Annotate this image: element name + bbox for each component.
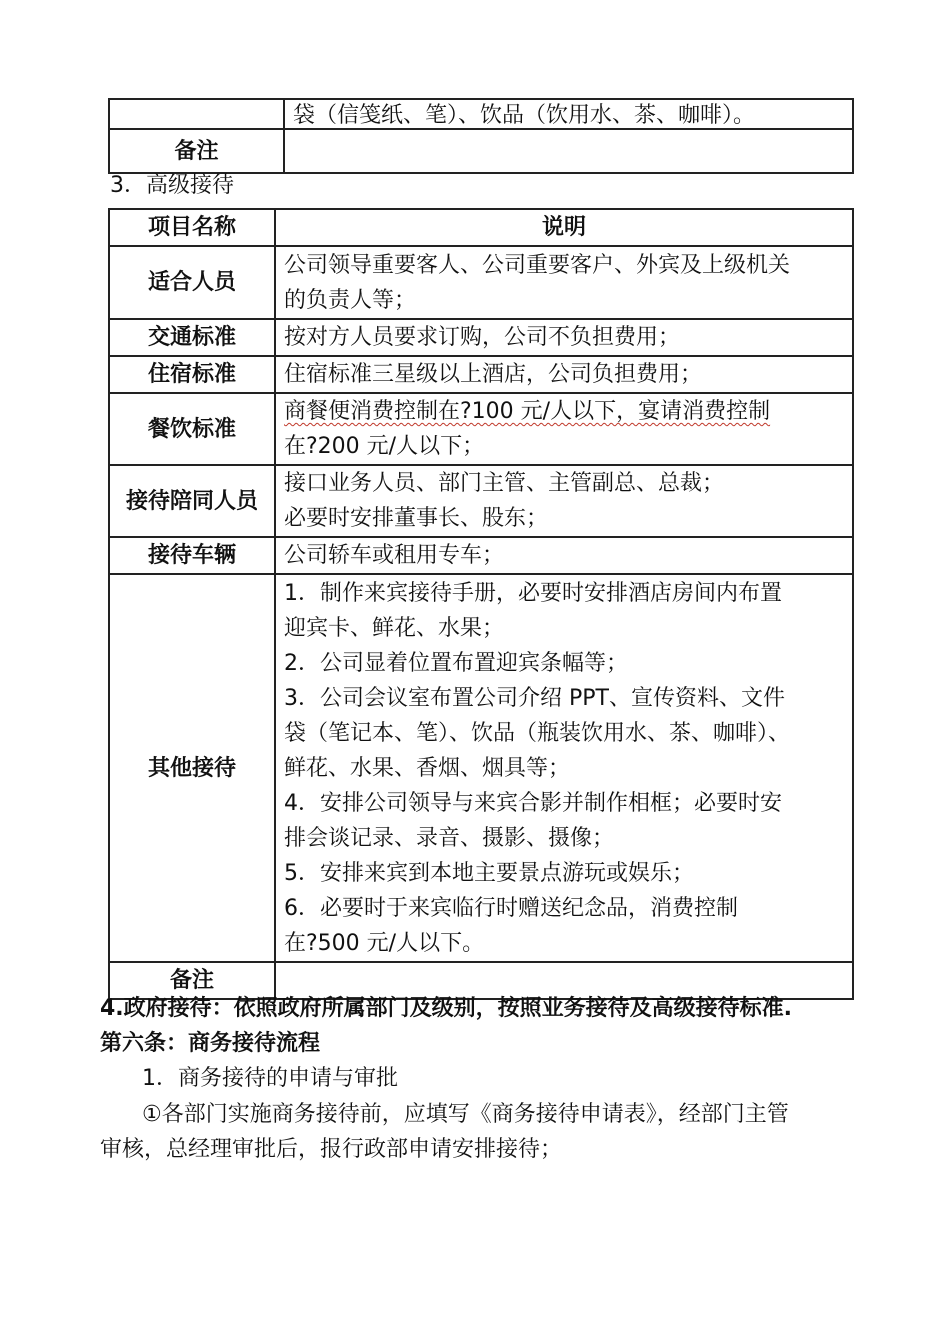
article-six-heading: 第六条：商务接待流程 <box>100 1031 321 1056</box>
table-row <box>109 246 853 319</box>
row-label: 餐饮标准 <box>109 393 275 465</box>
paragraph-line: 审核，总经理审批后，报行政部申请安排接待； <box>100 1137 563 1162</box>
row-description: 按对方人员要求订购，公司不负担费用； <box>275 319 853 356</box>
row-description: 商餐便消费控制在?100 元/人以下，宴请消费控制 在?200 元/人以下； <box>275 393 853 465</box>
table-row <box>109 393 853 465</box>
remark-label: 备注 <box>109 962 275 999</box>
table-row <box>109 356 853 393</box>
table-row <box>109 574 853 962</box>
table-row <box>109 465 853 537</box>
senior-reception-heading: 3．高级接待 <box>110 173 234 198</box>
step-1-heading: 1．商务接待的申请与审批 <box>142 1066 398 1091</box>
empty-label-cell <box>109 99 284 129</box>
row-label: 其他接待 <box>109 574 275 962</box>
row-label: 住宿标准 <box>109 356 275 393</box>
table-row <box>109 537 853 574</box>
senior-reception-table <box>108 208 854 1000</box>
remark-label: 备注 <box>109 129 284 173</box>
column-header-item-name: 项目名称 <box>109 209 275 246</box>
table-row <box>109 99 853 129</box>
row-description: 住宿标准三星级以上酒店，公司负担费用； <box>275 356 853 393</box>
paragraph-line: ①各部门实施商务接待前，应填写《商务接待申请表》，经部门主管 <box>142 1102 789 1127</box>
row-description: 1．制作来宾接待手册，必要时安排酒店房间内布置 迎宾卡、鲜花、水果； 2．公司显着位置布置迎宾条幅等； 3．公司会议室布置公司介绍 PPT、宣传资料、文件 袋（笔记本、笔）、饮品（瓶装饮用水、茶、咖啡）、 鲜花、水果、香烟、烟具等； 4．安排公司领导与来宾合影并制作相框；必要时安 排会谈记录、录音、摄影、摄像； 5．安排来宾到本地主要景点游玩或娱乐； 6．必要时于来宾临行时赠送纪念品，消费控制 在?500 元/人以下。 <box>275 574 853 962</box>
row-label: 适合人员 <box>109 246 275 319</box>
business-reception-table-end <box>108 98 854 174</box>
table-header-row <box>109 209 853 246</box>
table-row <box>109 319 853 356</box>
row-label: 接待车辆 <box>109 537 275 574</box>
row-description: 公司轿车或租用专车； <box>275 537 853 574</box>
table-row <box>109 129 853 173</box>
remark-value <box>284 129 853 173</box>
row-description: 接口业务人员、部门主管、主管副总、总裁； 必要时安排董事长、股东； <box>275 465 853 537</box>
government-reception-paragraph: 4.政府接待：依照政府所属部门及级别，按照业务接待及高级接待标准. <box>100 996 793 1021</box>
row-description: 公司领导重要客人、公司重要客户、外宾及上级机关 的负责人等； <box>275 246 853 319</box>
continued-description-cell: 袋（信笺纸、笔）、饮品（饮用水、茶、咖啡）。 <box>284 99 853 129</box>
row-label: 接待陪同人员 <box>109 465 275 537</box>
column-header-description: 说明 <box>275 209 853 246</box>
row-label: 交通标准 <box>109 319 275 356</box>
